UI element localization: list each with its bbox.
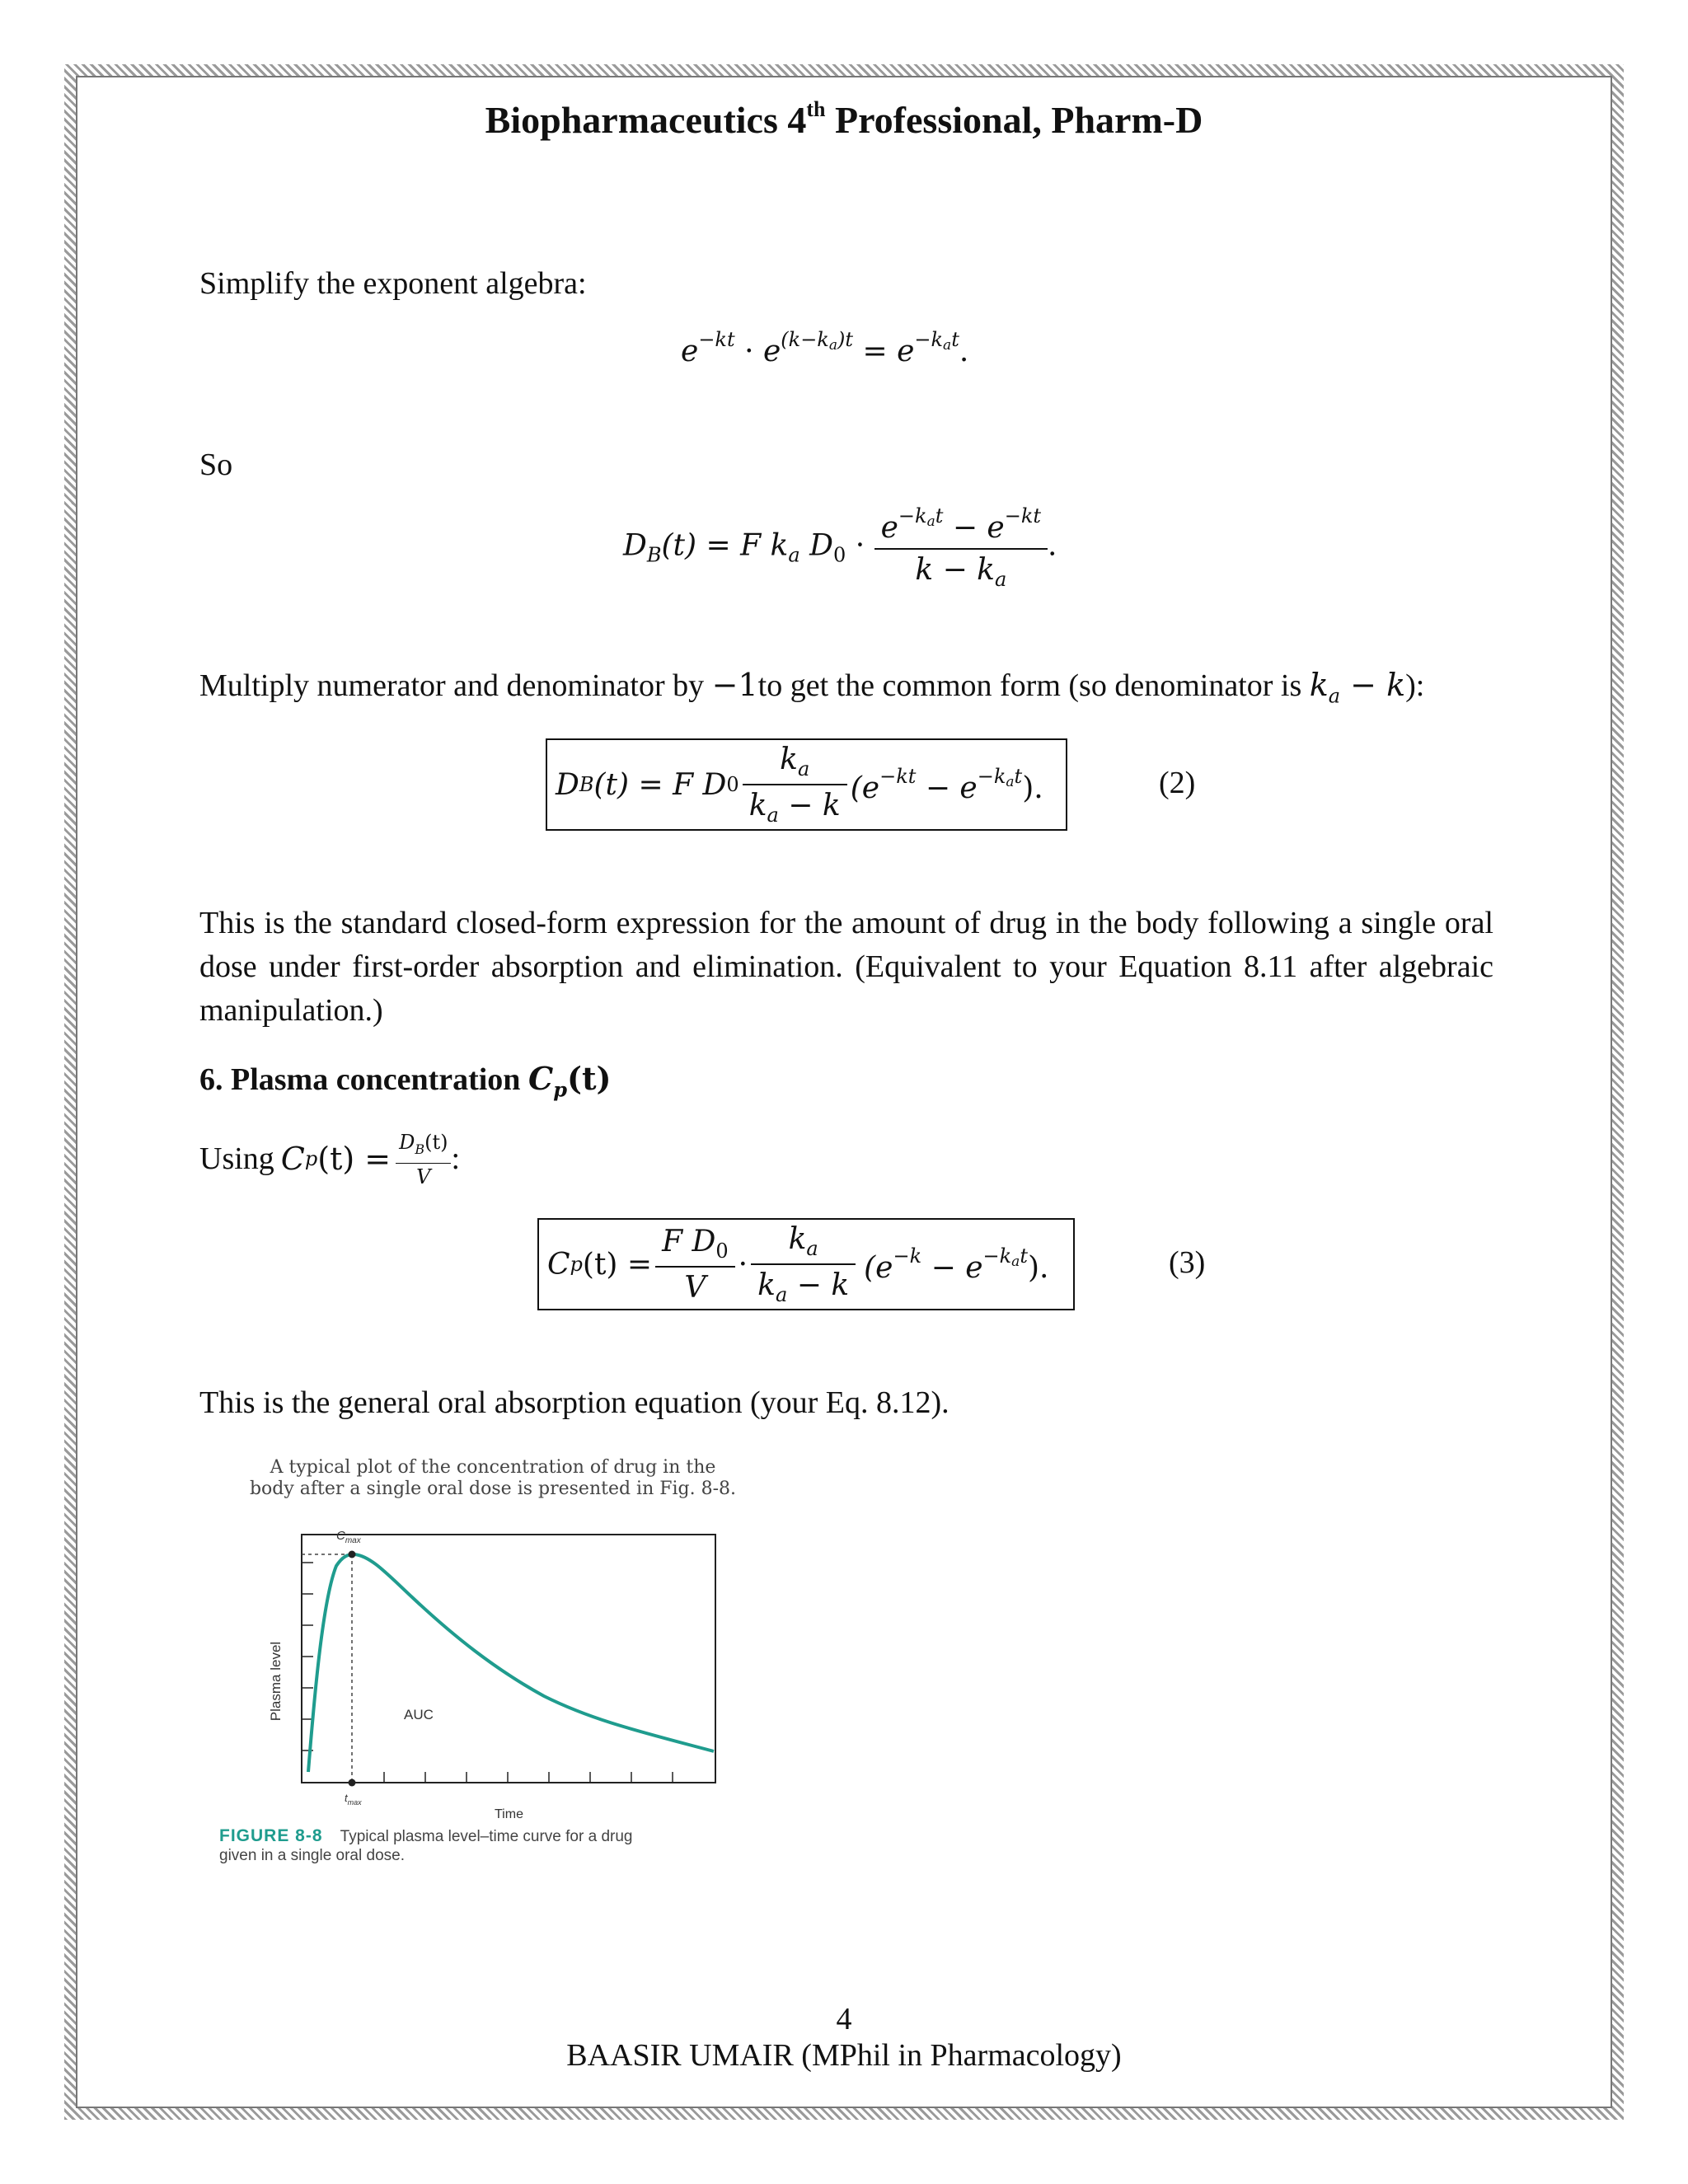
equation-3-number: (3) (1169, 1245, 1206, 1280)
footer-author: BAASIR UMAIR (MPhil in Pharmacology) (566, 2038, 1122, 2073)
db1-fraction: $\frac{e^{-k_at} - e^{-kt}}{k - k_a}$ (874, 504, 1048, 591)
header-title-sup: th (806, 97, 826, 121)
figure-caption (219, 1826, 763, 1865)
equation-3-box: C p (t) = $\frac{F D_0}{V}$ · $\frac{k_a}{k_a - k}$ $(e^{-k} - e^{-k_at})$. (537, 1218, 1075, 1310)
x-axis-label: Time (495, 1807, 523, 1821)
y-axis-label: Plasma level (268, 1641, 284, 1722)
figure-top-caption (213, 1457, 773, 1500)
tmax-point (349, 1779, 356, 1787)
figure-label: FIGURE 8-8 (219, 1826, 323, 1845)
eq3-fraction-2: $\frac{k_a}{k_a - k}$ (751, 1222, 856, 1306)
multiply-text: Multiply numerator and denominator by −1to get the common form (so denominator is $k_a - k$): (199, 667, 1425, 708)
figure-top-caption-line2: body after a single oral dose is presented in Fig. 8-8. (249, 1479, 737, 1499)
equation-2-box: D B (t) = F D 0 $\frac{k_a}{k_a - k}$ $(e^{-kt} - e^{-k_at})$. (546, 738, 1067, 831)
eq3-fraction-1: $\frac{F D_0}{V}$ (655, 1225, 735, 1305)
figure-caption-line1: Typical plasma level–time curve for a drug (340, 1828, 633, 1845)
x-axis-ticks (384, 1772, 673, 1783)
page-header (0, 97, 1688, 142)
header-title-pre: Biopharmaceutics 4 (485, 99, 807, 141)
equation-db-form1: $D_B(t) = F$ $k_a$ $D_0$ · $\frac{e^{-k_at} - e^{-kt}}{k - k_a}$ . (623, 504, 1057, 591)
figure-top-caption-line1: A typical plot of the concentration of drug in the (270, 1457, 716, 1478)
header-title-post: Professional, Pharm-D (825, 99, 1203, 141)
page-number: 4 (836, 2002, 852, 2036)
figure-caption-line2: given in a single oral dose. (219, 1847, 405, 1864)
equation-exponent: $e^{-kt} \cdot e^{(k-k_a)t} = e^{-k_at}$. (681, 328, 969, 368)
closed-form-paragraph: This is the standard closed-form expression for the amount of drug in the body following a single oral dose under first-order absorption and elimination. (Equivalent to your Equation 8.11 after algebraic manipulation.) (199, 906, 1493, 1028)
so-text: So (199, 448, 233, 482)
equation-2-number: (2) (1159, 766, 1196, 800)
cmax-label: $C_{max}$ (336, 1529, 361, 1545)
section-6-heading: 6. Plasma concentration $C_p(t)$ (199, 1060, 612, 1102)
plasma-level-curve (308, 1554, 714, 1772)
plasma-level-figure (247, 1525, 742, 1821)
eq2-fraction: $\frac{k_a}{k_a - k}$ (743, 743, 847, 827)
cmax-point (349, 1551, 356, 1558)
using-fraction: $\frac{D_B(t)}{V}$ (396, 1131, 451, 1188)
using-text: Using C p (t) = $\frac{D_B(t)}{V}$ : (199, 1131, 461, 1188)
intro-text: Simplify the exponent algebra: (199, 266, 587, 301)
tmax-label: $t_{max}$ (345, 1792, 362, 1807)
general-equation-text: This is the general oral absorption equation (your Eq. 8.12). (199, 1385, 950, 1420)
plot-frame (302, 1535, 715, 1783)
auc-label: AUC (404, 1707, 434, 1722)
